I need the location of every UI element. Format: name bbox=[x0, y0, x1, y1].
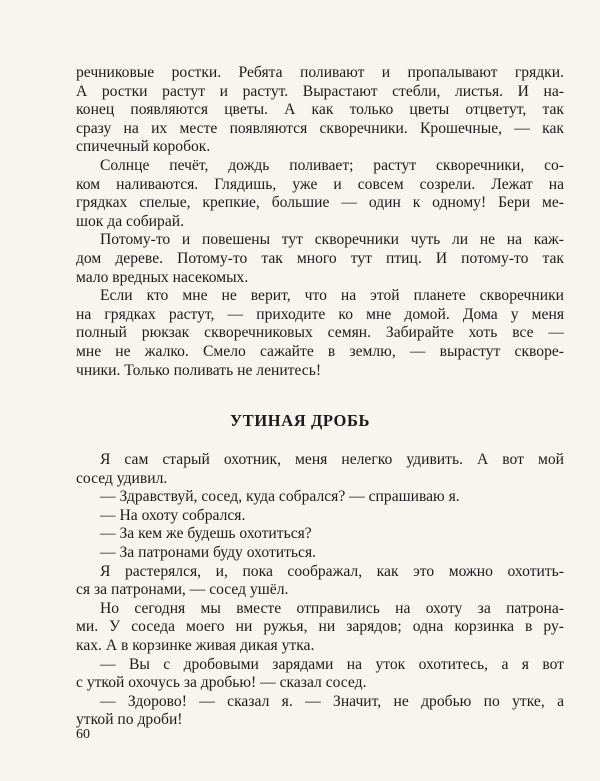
text-line: сразу на их месте появляются скворечники. Крошечные, — как bbox=[76, 119, 564, 137]
text-line: мало вредных насекомых. bbox=[76, 268, 249, 286]
story-text-continued bbox=[76, 64, 564, 380]
page-number: 60 bbox=[76, 727, 90, 742]
story-title: УТИНАЯ ДРОБЬ bbox=[230, 411, 370, 430]
text-line: шок да собирай. bbox=[76, 212, 184, 230]
text-line: мне не жалко. Смело сажайте в землю, — вырастут скворе- bbox=[76, 342, 564, 360]
text-line: ми. У соседа моего ни ружья, ни зарядов; одна корзинка в ру- bbox=[76, 618, 564, 636]
text-line: А ростки растут и растут. Вырастают стебли, листья. И на- bbox=[76, 82, 564, 100]
text-line: — Здорово! — сказал я. — Значит, не дробью по утке, а bbox=[100, 692, 564, 710]
text-line: — За кем же будешь охотиться? bbox=[100, 525, 312, 543]
text-line: ком наливаются. Глядишь, уже и совсем созрели. Лежат на bbox=[76, 175, 564, 193]
text-line: грядках спелые, крепкие, большие — один к одному! Бери ме- bbox=[76, 194, 564, 212]
text-line: Я растерялся, и, пока соображал, как это можно охотить- bbox=[100, 562, 564, 580]
text-line: спичечный коробок. bbox=[76, 138, 211, 156]
text-line: — Вы с дробовыми зарядами на уток охотитесь, а я вот bbox=[100, 655, 564, 673]
text-line: речниковые ростки. Ребята поливают и пропалывают грядки. bbox=[76, 64, 564, 81]
text-line: сосед удивил. bbox=[76, 469, 168, 487]
text-line: с уткой охочусь за дробью! — сказал сосед. bbox=[76, 674, 367, 692]
text-line: — На охоту собрался. bbox=[100, 506, 246, 524]
text-line: на грядках растут, — приходите ко мне домой. Дома у меня bbox=[76, 305, 564, 323]
text-line: Если кто мне не верит, что на этой планете скворечники bbox=[100, 287, 564, 305]
text-line: — За патронами буду охотиться. bbox=[100, 543, 317, 561]
text-line: ся за патронами, — сосед ушёл. bbox=[76, 581, 289, 599]
text-line: Солнце печёт, дождь поливает; растут скворечники, со- bbox=[100, 156, 564, 174]
text-line: Я сам старый охотник, меня нелегко удивить. А вот мой bbox=[100, 451, 564, 468]
text-line: конец появляются цветы. А как только цветы отцветут, так bbox=[76, 101, 564, 119]
text-line: Но сегодня мы вместе отправились на охоту за патрона- bbox=[100, 599, 564, 617]
text-line: полный рюкзак скворечниковых семян. Забирайте хоть все — bbox=[76, 324, 564, 342]
text-line: — Здравствуй, сосед, куда собрался? — спрашиваю я. bbox=[100, 488, 460, 506]
text-line: Потому-то и повешены тут скворечники чуть ли не на каж- bbox=[100, 231, 564, 249]
story-text bbox=[76, 451, 564, 730]
text-line: дом дереве. Потому-то так много тут птиц. И потому-то так bbox=[76, 249, 564, 267]
text-line: уткой по дроби! bbox=[76, 711, 183, 729]
text-line: чники. Только поливать не ленитесь! bbox=[76, 361, 322, 379]
text-line: ках. А в корзинке живая дикая утка. bbox=[76, 636, 315, 654]
